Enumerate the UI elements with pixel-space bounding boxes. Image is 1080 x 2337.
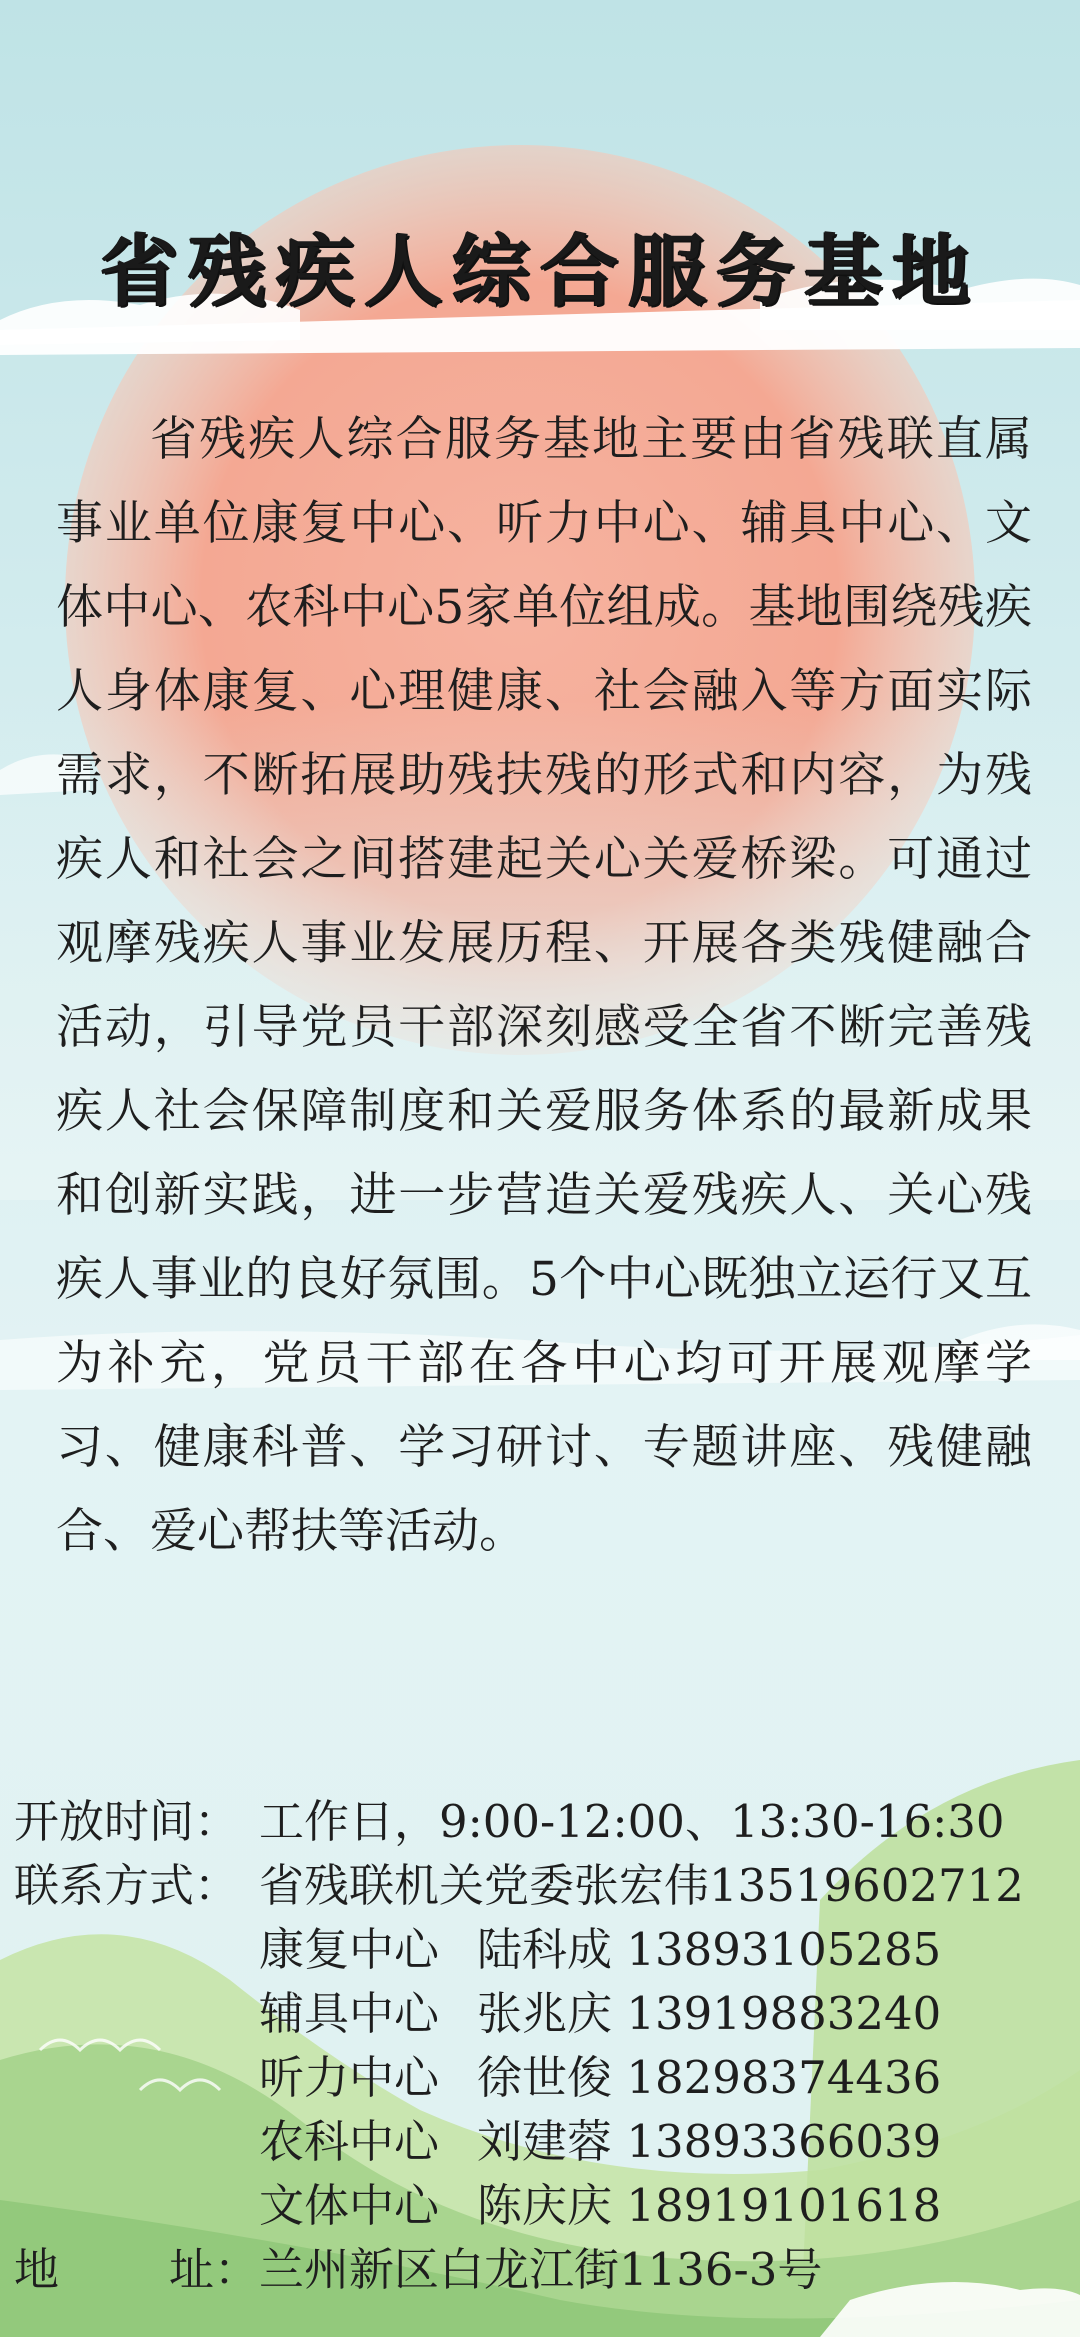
contact-phone: 13893105285 xyxy=(626,1923,942,1976)
address-label xyxy=(14,2238,259,2302)
contact-phone: 13893366039 xyxy=(626,2115,942,2168)
contact-person: 陈庆庆 xyxy=(477,2179,613,2232)
address-row xyxy=(14,2238,1074,2302)
hours-value: 工作日，9:00-12:00、13:30-16:30 xyxy=(259,1795,1005,1848)
contact-person: 刘建蓉 xyxy=(477,2115,613,2168)
contact-entry xyxy=(14,2046,1074,2110)
hours-label: 开放时间： xyxy=(14,1795,240,1848)
contact-phone: 18919101618 xyxy=(626,2179,942,2232)
contact-entry xyxy=(14,2110,1074,2174)
contact-org: 农科中心 xyxy=(259,2115,440,2168)
contact-phone: 13919883240 xyxy=(626,1987,942,2040)
contact-org: 辅具中心 xyxy=(259,1987,440,2040)
contact-row xyxy=(14,1854,1074,1918)
contact-entry xyxy=(14,2174,1074,2238)
contact-label: 联系方式： xyxy=(14,1859,240,1912)
address-label-left: 地 xyxy=(14,2243,60,2296)
contact-first: 省残联机关党委张宏伟13519602712 xyxy=(259,1859,1024,1912)
page-title: 省残疾人综合服务基地 xyxy=(99,227,980,317)
address-label-right: 址： xyxy=(168,2243,259,2296)
contact-org: 听力中心 xyxy=(259,2051,440,2104)
contact-entry xyxy=(14,1982,1074,2046)
intro-paragraph: 省残疾人综合服务基地主要由省残联直属事业单位康复中心、听力中心、辅具中心、文体中心、农科中心5家单位组成。基地围绕残疾人身体康复、心理健康、社会融入等方面实际需求，不断拓展助残扶残的形式和内容，为残疾人和社会之间搭建起关心关爱桥梁。可通过观摩残疾人事业发展历程、开展各类残健融合活动，引导党员干部深刻感受全省不断完善残疾人社会保障制度和关爱服务体系的最新成果和创新实践，进一步营造关爱残疾人、关心残疾人事业的良好氛围。5个中心既独立运行又互为补充，党员干部在各中心均可开展观摩学习、健康科普、学习研讨、专题讲座、残健融合、爱心帮扶等活动。 xyxy=(56,412,1032,1559)
contact-entry xyxy=(14,1918,1074,1982)
contact-org: 康复中心 xyxy=(259,1923,440,1976)
contact-person: 张兆庆 xyxy=(477,1987,613,2040)
hours-row xyxy=(14,1790,1074,1854)
info-block xyxy=(14,1790,1074,2302)
contact-person: 陆科成 xyxy=(477,1923,613,1976)
contact-org: 文体中心 xyxy=(259,2179,440,2232)
contact-person: 徐世俊 xyxy=(477,2051,613,2104)
contact-phone: 18298374436 xyxy=(626,2051,942,2104)
address-value: 兰州新区白龙江街1136-3号 xyxy=(259,2243,823,2296)
